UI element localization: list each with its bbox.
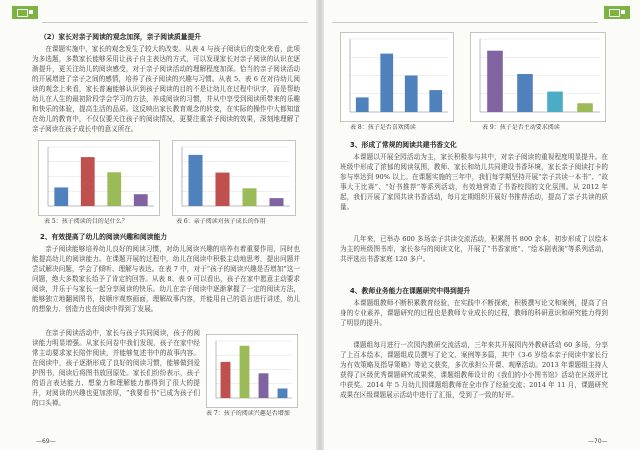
- paragraph-reading-ability: 在亲子阅读活动中，家长与孩子共同阅读，孩子的阅读能力明显增强。从家长问卷中我们发现，孩子在家中经常主动要求家长陪伴阅读，并能够复述书中的故事内容。在阅读中，孩子逐渐形成了良好的阅读习惯，能够做到爱护图书，阅读后将图书放回原处。家长们纷纷表示，孩子的语言表达能力、想象力和理解能力都得到了很大的提升，对阅读的兴趣也更加浓厚，“我要看书”已成为孩子们的口头禅。: [32, 329, 200, 407]
- journal-logo-right: [604, 6, 630, 19]
- bar-1: [356, 97, 369, 112]
- bar-3: [547, 92, 563, 112]
- journal-logo-left: [12, 6, 38, 19]
- section-heading-reading-interest: 2、有效提高了幼儿的阅读兴趣和阅读能力: [40, 233, 168, 241]
- table7-bar-chart: [207, 335, 297, 407]
- logo-dot-icon: [29, 10, 33, 14]
- table6-chart: [172, 140, 296, 216]
- section-heading-parent-attitude: （2）家长对亲子阅读的观念加深，亲子阅读质量提升: [40, 33, 202, 41]
- bar-1: [487, 51, 503, 112]
- bar-3: [107, 172, 121, 206]
- section-heading-teacher-ability: 4、教师业务能力在课题研究中得到提升: [350, 287, 471, 295]
- bar-1: [221, 362, 231, 398]
- table8-bar-chart: [341, 33, 453, 121]
- paragraph-reading-interest: 亲子阅读能够培养幼儿良好的阅读习惯，对幼儿阅读兴趣的培养有着重要作用，同时也能提高幼儿的阅读能力。在课题开展的过程中，幼儿在阅读中积极主动地思考，提出问题并尝试解决问题，学会了倾听、理解与表达。在表 7 中，对于“孩子的阅读兴趣是否增加”这一问题，绝大多数家长给予了肯定的回答。从表 8、表 9 可以看出，孩子在家中愿意主动要求阅读，并乐于与家长一起分享阅读的快乐。幼儿在亲子阅读中逐渐掌握了一定的阅读方法，能够独立地翻阅图书，按顺序观察画面，理解故事内容，并能用自己的语言进行讲述，幼儿的想象力、创造力也在阅读中得到了发展。: [32, 245, 300, 313]
- section-heading-reading-culture: 3、形成了常规的阅读共建书香文化: [350, 141, 457, 149]
- bar-2: [81, 157, 95, 206]
- table5-bar-chart: [39, 141, 159, 215]
- table8-caption: 表 8：孩子是否喜欢阅读: [350, 124, 416, 131]
- page-number-left: —69—: [36, 438, 56, 445]
- table5-caption: 表 5：孩子阅读的目的是什么？: [44, 218, 128, 225]
- logo-dot-icon: [621, 10, 625, 14]
- bar-3: [242, 188, 256, 206]
- bar-3: [259, 373, 269, 398]
- bar-3: [405, 76, 418, 113]
- paragraph-teacher-ability: 本课题组教师不断积累教育经验，在实践中不断探索，积极撰写论文和案例，提高了自身的专业素养，课题研究的过程也是教师专业成长的过程，教师的科研意识和研究能力得到了明显的提升。: [340, 299, 608, 327]
- bar-2: [240, 346, 250, 398]
- logo-mark-icon: [609, 9, 620, 17]
- logo-mark-icon: [17, 9, 28, 17]
- page-number-right: —70—: [588, 438, 608, 445]
- bar-4: [577, 103, 593, 112]
- bar-2: [517, 74, 533, 112]
- paragraph-reading-activities: 几年来，已举办 600 多场亲子共读交流活动，积累图书 800 余本，初步形成了以绘本为主的班级图书库，家长参与的阅读文化，开展了“书香家庭”、“绘本剧表演”等系列活动，共评选出书香家庭 120 多户。: [340, 235, 608, 263]
- bar-1: [54, 187, 68, 206]
- paragraph-parent-attitude: 在课题实施中，家长的观念发生了较大的改变。从表 4 与孩子阅读后的变化来看，此项为多选题，多数家长能够采用让孩子自主表达的方式，可以发现家长对亲子阅读的认识在逐渐提升，更关注幼儿的阅读感受，对于亲子阅读活动的理解程度加深。恰当的亲子阅读活动的开展增进了亲子之间的感情，培养了孩子阅读的兴趣与习惯。从表 5、表 6 在对待幼儿阅读的观念上来看，家长普遍能够认识到孩子阅读的目的不是让幼儿在过程中识字，而是帮助幼儿在人生的最初阶段学会学习的方法，养成阅读的习惯，并从中享受到阅读所带来的乐趣和快乐的体验，提高生活的品质。这反映出家长教育观念的转变，在实际的操作中大都知道在幼儿的教育中，不仅仅要关注孩子的阅读情况，更要注重亲子阅读的效果，深刻地理解了亲子阅读在孩子成长中的意义所在。: [32, 45, 300, 133]
- table7-caption: 表 7：孩子的阅读兴趣是否增加: [206, 410, 290, 417]
- header-rule-left: [42, 22, 308, 23]
- bar-2: [380, 54, 393, 112]
- table9-chart: [470, 32, 606, 122]
- bar-4: [429, 90, 442, 112]
- bar-1: [188, 155, 202, 206]
- table8-chart: [340, 32, 454, 122]
- page-gutter: [316, 0, 324, 450]
- paragraph-research-results: 课题组每月进行一次园内教研交流活动，三年来共开展园内外教研活动 60 多场，分享了上百本绘本，课题组成员撰写了论文、案例等多篇，其中《3-6 岁绘本亲子阅读中家长行为有效策略及指导策略》等论文获奖，多次承担公开课、观摩活动。2013 年课题组主持人获得了区级优秀课题研究成果奖，课题组教师设计的《我们的小小图书馆》活动在区级评比中获奖。2014 年 5 月幼儿园课题组教师在全市作了经验交流；2014 年 11 月，课题研究成果在区级课题展示活动中进行了汇报，受到了一致的好评。: [340, 341, 608, 399]
- bar-4: [278, 389, 288, 399]
- table9-bar-chart: [471, 33, 605, 121]
- bar-2: [215, 173, 229, 206]
- bar-4: [269, 198, 283, 206]
- table9-caption: 表 9：孩子是否主动要求阅读: [482, 124, 560, 131]
- bar-4: [134, 194, 148, 206]
- table5-chart: [38, 140, 160, 216]
- header-rule-right: [332, 22, 598, 23]
- table6-bar-chart: [173, 141, 295, 215]
- paragraph-reading-culture: 本课题以开展全园活动为主，家长积极参与其中，对亲子阅读的重视程度明显提升。在班级中形成了浓郁的阅读氛围，教师、家长和幼儿共同建设书香环境，家长亲子阅读打卡的参与率达到 90% 以上。在课题实施的三年中，我们每学期坚持开展“亲子共读一本书”、“故事大王比赛”、“好书推荐”等系列活动，有效地营造了书香校园的文化氛围。从 2012 年起，我们开展了家园共读书香活动，每月定期组织开展好书推荐活动，提高了亲子共读的质量。: [340, 153, 608, 211]
- table6-caption: 表 6：亲子阅读对孩子成长的作用: [176, 218, 266, 225]
- table7-chart: [206, 334, 298, 408]
